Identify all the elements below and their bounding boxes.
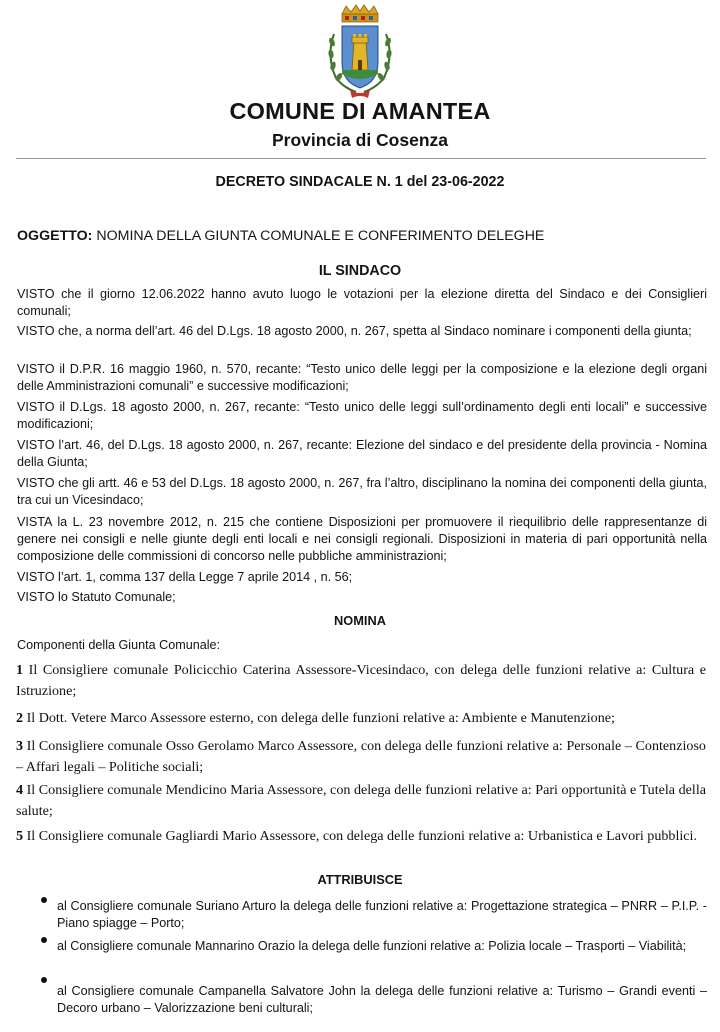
subject-line bbox=[17, 228, 544, 244]
nomina-intro: Componenti della Giunta Comunale: bbox=[17, 638, 221, 652]
nomina-item bbox=[16, 708, 706, 729]
comune-title: COMUNE DI AMANTEA bbox=[229, 98, 491, 124]
subject-label: OGGETTO: bbox=[17, 228, 93, 244]
bullet-icon bbox=[41, 937, 47, 943]
provincia-subtitle: Provincia di Cosenza bbox=[271, 130, 449, 150]
visto-paragraph: VISTO il D.P.R. 16 maggio 1960, n. 570, recante: “Testo unico delle leggi per la composizione e la elezione degli organi delle Amministrazioni comunali” e successive modificazioni; bbox=[17, 362, 707, 393]
nomina-item-text: Il Dott. Vetere Marco Assessore esterno, con delega delle funzioni relative a: Ambiente e Manutenzione; bbox=[26, 710, 615, 726]
nomina-item-text: Il Consigliere comunale Mendicino Maria Assessore, con delega delle funzioni relative a: Pari opportunità e Tutela della salute; bbox=[16, 782, 706, 819]
visto-paragraph: VISTO l’art. 1, comma 137 della Legge 7 aprile 2014 , n. 56; bbox=[17, 570, 353, 584]
decree-title: DECRETO SINDACALE N. 1 del 23-06-2022 bbox=[215, 174, 505, 190]
nomina-item bbox=[16, 660, 706, 702]
heading-nomina: NOMINA bbox=[334, 613, 386, 628]
visto-paragraph: VISTO che, a norma dell’art. 46 del D.Lgs. 18 agosto 2000, n. 267, spetta al Sindaco nominare i componenti della giunta; bbox=[17, 324, 692, 338]
attribuisce-item: al Consigliere comunale Suriano Arturo la delega delle funzioni relative a: Progettazione strategica – PNRR – P.I.P. - Piano spiagge – Porto; bbox=[57, 899, 707, 930]
nomina-item-number: 1 bbox=[16, 662, 24, 678]
nomina-item-text: Il Consigliere comunale Policicchio Caterina Assessore-Vicesindaco, con delega delle funzioni relative a: Cultura e Istruzione; bbox=[16, 662, 706, 699]
visto-paragraph: VISTO l’art. 46, del D.Lgs. 18 agosto 2000, n. 267, recante: Elezione del sindaco e del presidente della provincia - Nomina della Giunta; bbox=[17, 438, 707, 469]
coat-of-arms-icon bbox=[320, 4, 400, 104]
nomina-item-number: 3 bbox=[16, 738, 24, 754]
subject-text: NOMINA DELLA GIUNTA COMUNALE E CONFERIMENTO DELEGHE bbox=[96, 228, 545, 244]
heading-il-sindaco: IL SINDACO bbox=[318, 263, 402, 279]
attribuisce-item: al Consigliere comunale Mannarino Orazio la delega delle funzioni relative a: Polizia locale – Trasporti – Viabilità; bbox=[57, 939, 687, 953]
nomina-item-number: 4 bbox=[16, 782, 24, 798]
visto-paragraph: VISTA la L. 23 novembre 2012, n. 215 che contiene Disposizioni per promuovere il riequilibrio delle rappresentanze di genere nei consigli e nelle giunte degli enti locali e nei consigli regionali. Disposizioni in materia di pari opportunità nella composizione delle commissioni di concorso nelle pubbliche amministrazioni; bbox=[17, 515, 707, 563]
visto-paragraph: VISTO che il giorno 12.06.2022 hanno avuto luogo le votazioni per la elezione diretta del Sindaco e dei Consiglieri comunali; bbox=[17, 287, 707, 318]
bullet-icon bbox=[41, 897, 47, 903]
nomina-item-number: 5 bbox=[16, 828, 24, 844]
nomina-item-text: Il Consigliere comunale Gagliardi Mario Assessore, con delega delle funzioni relative a: Urbanistica e Lavori pubblici. bbox=[26, 828, 697, 844]
visto-paragraph: VISTO che gli artt. 46 e 53 del D.Lgs. 18 agosto 2000, n. 267, fra l’altro, disciplinano la nomina dei componenti della giunta, tra cui un Vicesindaco; bbox=[17, 476, 707, 507]
nomina-item bbox=[16, 736, 706, 778]
heading-attribuisce: ATTRIBUISCE bbox=[317, 872, 403, 887]
nomina-item-number: 2 bbox=[16, 710, 24, 726]
bullet-icon bbox=[41, 977, 47, 983]
nomina-item-text: Il Consigliere comunale Osso Gerolamo Marco Assessore, con delega delle funzioni relative a: Personale – Contenzioso – Affari legali – Politiche sociali; bbox=[16, 738, 706, 775]
nomina-item bbox=[16, 826, 706, 847]
attribuisce-item: al Consigliere comunale Campanella Salvatore John la delega delle funzioni relative a: Turismo – Grandi eventi – Decoro urbano – Valorizzazione beni culturali; bbox=[57, 984, 707, 1015]
visto-paragraph: VISTO il D.Lgs. 18 agosto 2000, n. 267, recante: “Testo unico delle leggi sull’ordinamento degli enti locali” e successive modificazioni; bbox=[17, 400, 707, 431]
visto-paragraph: VISTO lo Statuto Comunale; bbox=[17, 590, 176, 604]
header-divider bbox=[16, 158, 706, 159]
nomina-item bbox=[16, 780, 706, 822]
